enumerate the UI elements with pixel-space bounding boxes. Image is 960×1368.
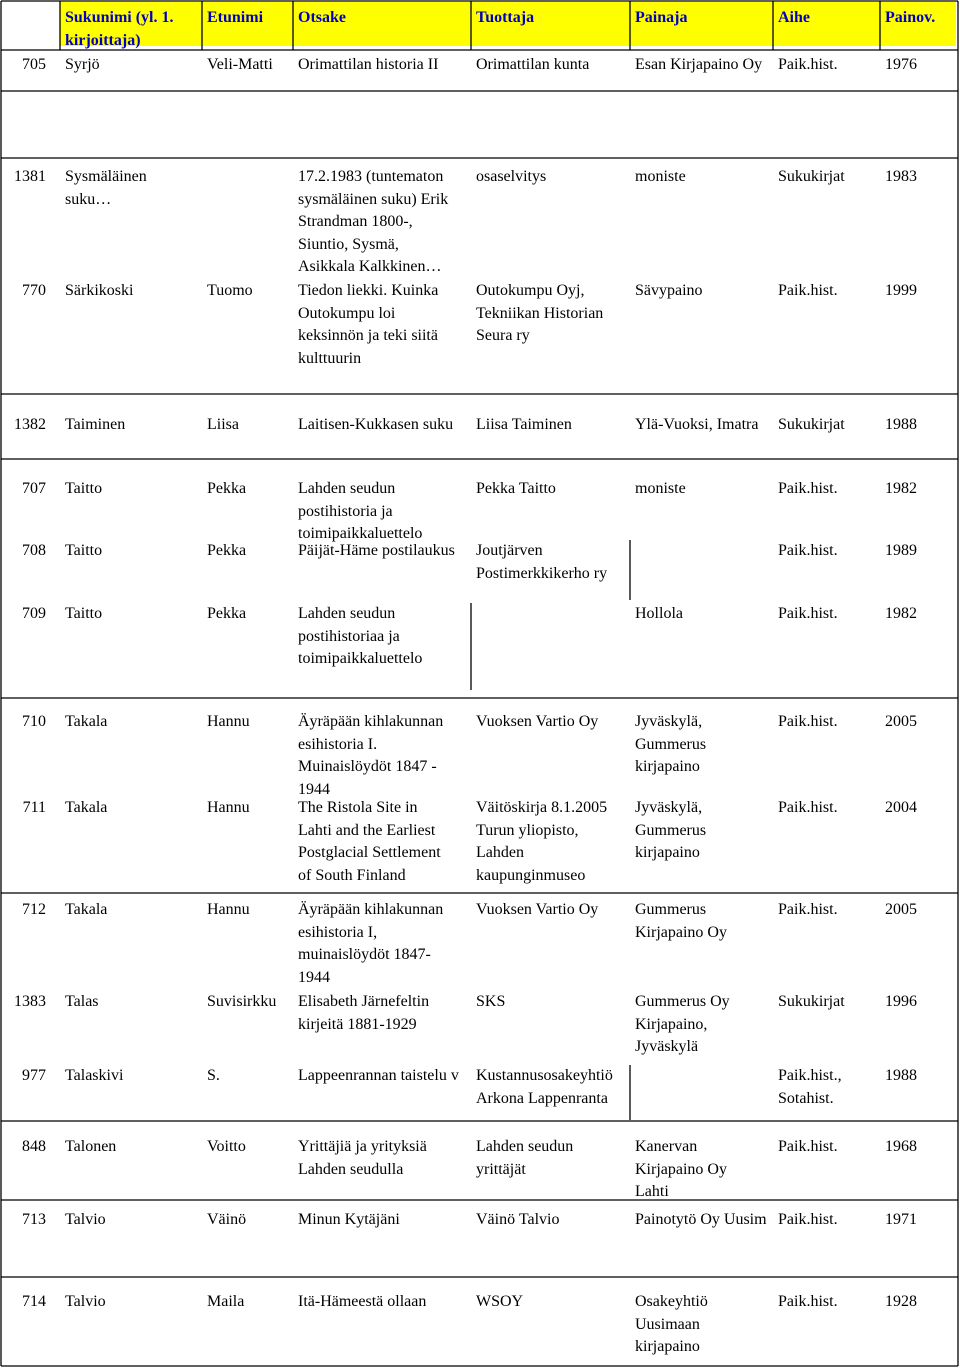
cell-firstname: S. <box>207 1067 220 1084</box>
cell-printer: Gummerus Oy <box>635 993 730 1010</box>
cell-title: keksinnön ja teki siitä <box>298 327 438 344</box>
cell-printer: Jyväskylä, <box>635 713 703 730</box>
cell-title: Minun Kytäjäni <box>298 1211 400 1228</box>
cell-title: 1944 <box>298 780 330 798</box>
cell-topic: Paik.hist. <box>778 1138 838 1155</box>
cell-number: 711 <box>22 799 46 816</box>
cell-title: kirjeitä 1881-1929 <box>298 1015 417 1033</box>
cell-firstname: Veli-Matti <box>207 56 273 73</box>
cell-title: Äyräpään kihlakunnan <box>298 713 444 730</box>
cell-printer: Painotytö Oy Uusim <box>635 1211 767 1228</box>
cell-firstname: Väinö <box>207 1211 247 1228</box>
cell-printer: kirjapaino <box>635 844 700 861</box>
cell-topic: Paik.hist. <box>778 605 838 622</box>
cell-printer: kirjapaino <box>635 1338 700 1355</box>
cell-printer: Osakeyhtiö <box>635 1293 708 1310</box>
header-surname[interactable] <box>65 6 173 52</box>
cell-producer: Tekniikan Historian <box>476 304 604 322</box>
cell-printer: Jyväskylä <box>635 1038 699 1055</box>
header-printer[interactable]: Painaja <box>635 9 688 26</box>
cell-producer: Liisa Taiminen <box>476 416 572 433</box>
cell-title: esihistoria I. <box>298 735 378 753</box>
header-surname-line1: Sukunimi (yl. 1. <box>65 9 174 26</box>
cell-title: Lahden seudun <box>298 605 396 622</box>
cell-printer: Kirjapaino, <box>635 1015 708 1033</box>
cell-firstname: Liisa <box>207 416 239 433</box>
cell-producer: Postimerkkikerho ry <box>476 564 608 582</box>
cell-printer: Kirjapaino Oy <box>635 923 727 941</box>
cell-year: 2005 <box>885 901 917 918</box>
cell-number: 708 <box>22 542 46 559</box>
cell-year: 1983 <box>885 168 917 185</box>
cell-year: 1996 <box>885 993 917 1010</box>
cell-printer: Sävypaino <box>635 282 703 299</box>
cell-title: Outokumpu loi <box>298 304 396 322</box>
cell-number: 714 <box>22 1293 46 1310</box>
cell-number: 712 <box>22 901 46 918</box>
cell-surname: Talvio <box>65 1211 106 1228</box>
cell-title: Päijät-Häme postilaukus <box>298 542 455 559</box>
cell-topic: Paik.hist. <box>778 713 838 730</box>
cell-number: 707 <box>22 480 46 497</box>
cell-title: postihistoriaa ja <box>298 627 400 645</box>
cell-title: Asikkala Kalkkinen… <box>298 258 442 275</box>
cell-title: Tiedon liekki. Kuinka <box>298 282 439 299</box>
cell-year: 1971 <box>885 1211 917 1228</box>
cell-firstname: Suvisirkku <box>207 993 277 1010</box>
cell-topic: Paik.hist. <box>778 1293 838 1310</box>
cell-title: Strandman 1800-, <box>298 213 413 230</box>
cell-number: 705 <box>22 56 46 73</box>
cell-topic: Sukukirjat <box>778 416 845 433</box>
cell-number: 710 <box>22 713 46 730</box>
cell-printer: Gummerus <box>635 901 707 918</box>
cell-producer: WSOY <box>476 1293 524 1310</box>
cell-printer: Gummerus <box>635 735 707 753</box>
cell-year: 2004 <box>885 799 917 816</box>
cell-number: 1381 <box>14 168 46 185</box>
cell-topic: Paik.hist. <box>778 56 838 73</box>
cell-surname: Takala <box>65 901 108 918</box>
cell-topic: Paik.hist. <box>778 542 838 559</box>
cell-title: kulttuurin <box>298 349 362 367</box>
cell-printer: Lahti <box>635 1183 669 1200</box>
cell-title: Lahden seudulla <box>298 1160 404 1178</box>
cell-firstname: Tuomo <box>207 282 253 299</box>
cell-surname: Syrjö <box>65 56 100 73</box>
cell-surname: Taitto <box>65 480 103 497</box>
cell-firstname: Voitto <box>207 1138 246 1155</box>
cell-title: Postglacial Settlement <box>298 844 441 861</box>
cell-producer: Seura ry <box>476 327 530 344</box>
cell-title: Muinaislöydöt 1847 - <box>298 758 437 775</box>
cell-surname: Talonen <box>65 1138 117 1155</box>
header-title[interactable]: Otsake <box>298 9 346 26</box>
cell-year: 1999 <box>885 282 917 299</box>
cell-producer: Väitöskirja 8.1.2005 <box>476 799 608 816</box>
cell-producer: Väinö Talvio <box>476 1211 560 1228</box>
cell-producer: Lahden <box>476 844 524 861</box>
cell-number: 1383 <box>14 993 46 1010</box>
header-producer[interactable]: Tuottaja <box>476 9 535 26</box>
cell-printer: Esan Kirjapaino Oy <box>635 56 763 73</box>
cell-printer: moniste <box>635 168 686 185</box>
cell-printer: Hollola <box>635 605 683 622</box>
cell-title: esihistoria I, <box>298 923 378 941</box>
cell-number: 977 <box>22 1067 46 1084</box>
cell-firstname: Maila <box>207 1293 245 1310</box>
cell-title: 17.2.1983 (tuntematon <box>298 168 444 185</box>
cell-number: 709 <box>22 605 46 622</box>
cell-producer: Vuoksen Vartio Oy <box>476 901 599 918</box>
cell-topic: Paik.hist. <box>778 282 838 299</box>
cell-topic: Paik.hist. <box>778 799 838 816</box>
cell-surname: Taitto <box>65 605 103 622</box>
cell-producer: osaselvitys <box>476 168 547 185</box>
cell-surname: Särkikoski <box>65 282 134 299</box>
cell-firstname: Pekka <box>207 542 247 559</box>
cell-title: toimipaikkaluettelo <box>298 525 423 542</box>
cell-surname: Talas <box>65 993 99 1010</box>
cell-firstname: Hannu <box>207 901 250 918</box>
cell-producer: SKS <box>476 993 506 1010</box>
cell-title: Lahden seudun <box>298 480 396 497</box>
cell-year: 1928 <box>885 1293 917 1310</box>
cell-printer: Kanervan <box>635 1138 698 1155</box>
cell-printer: kirjapaino <box>635 758 700 775</box>
cell-topic: Paik.hist. <box>778 901 838 918</box>
cell-number: 848 <box>22 1138 46 1155</box>
cell-year: 1989 <box>885 542 917 559</box>
cell-title: of South Finland <box>298 866 406 884</box>
cell-title: Äyräpään kihlakunnan <box>298 901 444 918</box>
cell-producer: Outokumpu Oyj, <box>476 282 585 299</box>
cell-printer: Gummerus <box>635 821 707 839</box>
cell-printer: Ylä-Vuoksi, Imatra <box>635 416 759 433</box>
cell-producer: Pekka Taitto <box>476 480 556 497</box>
cell-surname: Sysmäläinen <box>65 168 147 185</box>
cell-surname: Taiminen <box>65 416 126 433</box>
cell-surname: suku… <box>65 190 112 208</box>
cell-title: sysmäläinen suku) Erik <box>298 190 449 208</box>
cell-year: 1988 <box>885 1067 917 1084</box>
cell-title: Yrittäjiä ja yrityksiä <box>298 1138 427 1155</box>
cell-year: 1968 <box>885 1138 917 1155</box>
cell-topic: Sukukirjat <box>778 168 845 185</box>
cell-title: Lahti and the Earliest <box>298 821 436 839</box>
cell-producer: Turun yliopisto, <box>476 821 579 839</box>
cell-printer: moniste <box>635 480 686 497</box>
cell-printer: Kirjapaino Oy <box>635 1160 727 1178</box>
cell-number: 770 <box>22 282 46 299</box>
cell-year: 1976 <box>885 56 917 73</box>
cell-topic: Sotahist. <box>778 1089 834 1107</box>
cell-surname: Talvio <box>65 1293 106 1310</box>
cell-number: 1382 <box>14 416 46 433</box>
cell-title: Laitisen-Kukkasen suku <box>298 416 454 433</box>
cell-title: Siuntio, Sysmä, <box>298 235 399 253</box>
cell-year: 2005 <box>885 713 917 730</box>
cell-producer: Lahden seudun <box>476 1138 574 1155</box>
cell-year: 1982 <box>885 605 917 622</box>
cell-topic: Paik.hist. <box>778 1211 838 1228</box>
cell-producer: Kustannusosakeyhtiö <box>476 1067 613 1084</box>
cell-title: Elisabeth Järnefeltin <box>298 993 430 1010</box>
cell-number: 713 <box>22 1211 46 1228</box>
cell-title: postihistoria ja <box>298 502 393 520</box>
header-year[interactable]: Painov. <box>885 9 936 26</box>
cell-title: toimipaikkaluettelo <box>298 650 423 667</box>
cell-firstname: Pekka <box>207 480 247 497</box>
cell-title: 1944 <box>298 968 330 986</box>
cell-producer: Orimattilan kunta <box>476 56 590 73</box>
cell-printer: Uusimaan <box>635 1315 700 1333</box>
cell-producer: Vuoksen Vartio Oy <box>476 713 599 730</box>
cell-surname: Takala <box>65 713 108 730</box>
cell-firstname: Hannu <box>207 799 250 816</box>
cell-title: muinaislöydöt 1847- <box>298 946 431 963</box>
cell-surname: Taitto <box>65 542 103 559</box>
header-surname-line2: kirjoittaja) <box>65 32 141 49</box>
cell-title: Lappeenrannan taistelu v <box>298 1067 459 1084</box>
cell-producer: yrittäjät <box>476 1160 526 1178</box>
cell-topic: Paik.hist., <box>778 1067 842 1084</box>
cell-title: Itä-Hämeestä ollaan <box>298 1293 427 1310</box>
cell-year: 1988 <box>885 416 917 433</box>
cell-year: 1982 <box>885 480 917 497</box>
cell-printer: Jyväskylä, <box>635 799 703 816</box>
cell-producer: Arkona Lappenranta <box>476 1089 608 1107</box>
cell-surname: Takala <box>65 799 108 816</box>
cell-title: Orimattilan historia II <box>298 56 439 73</box>
cell-producer: Joutjärven <box>476 542 543 559</box>
cell-surname: Talaskivi <box>65 1067 124 1084</box>
header-firstname[interactable]: Etunimi <box>207 9 264 26</box>
header-topic[interactable]: Aihe <box>778 9 810 26</box>
cell-producer: kaupunginmuseo <box>476 866 586 884</box>
cell-firstname: Hannu <box>207 713 250 730</box>
cell-firstname: Pekka <box>207 605 247 622</box>
cell-title: The Ristola Site in <box>298 799 418 816</box>
cell-topic: Paik.hist. <box>778 480 838 497</box>
cell-topic: Sukukirjat <box>778 993 845 1010</box>
